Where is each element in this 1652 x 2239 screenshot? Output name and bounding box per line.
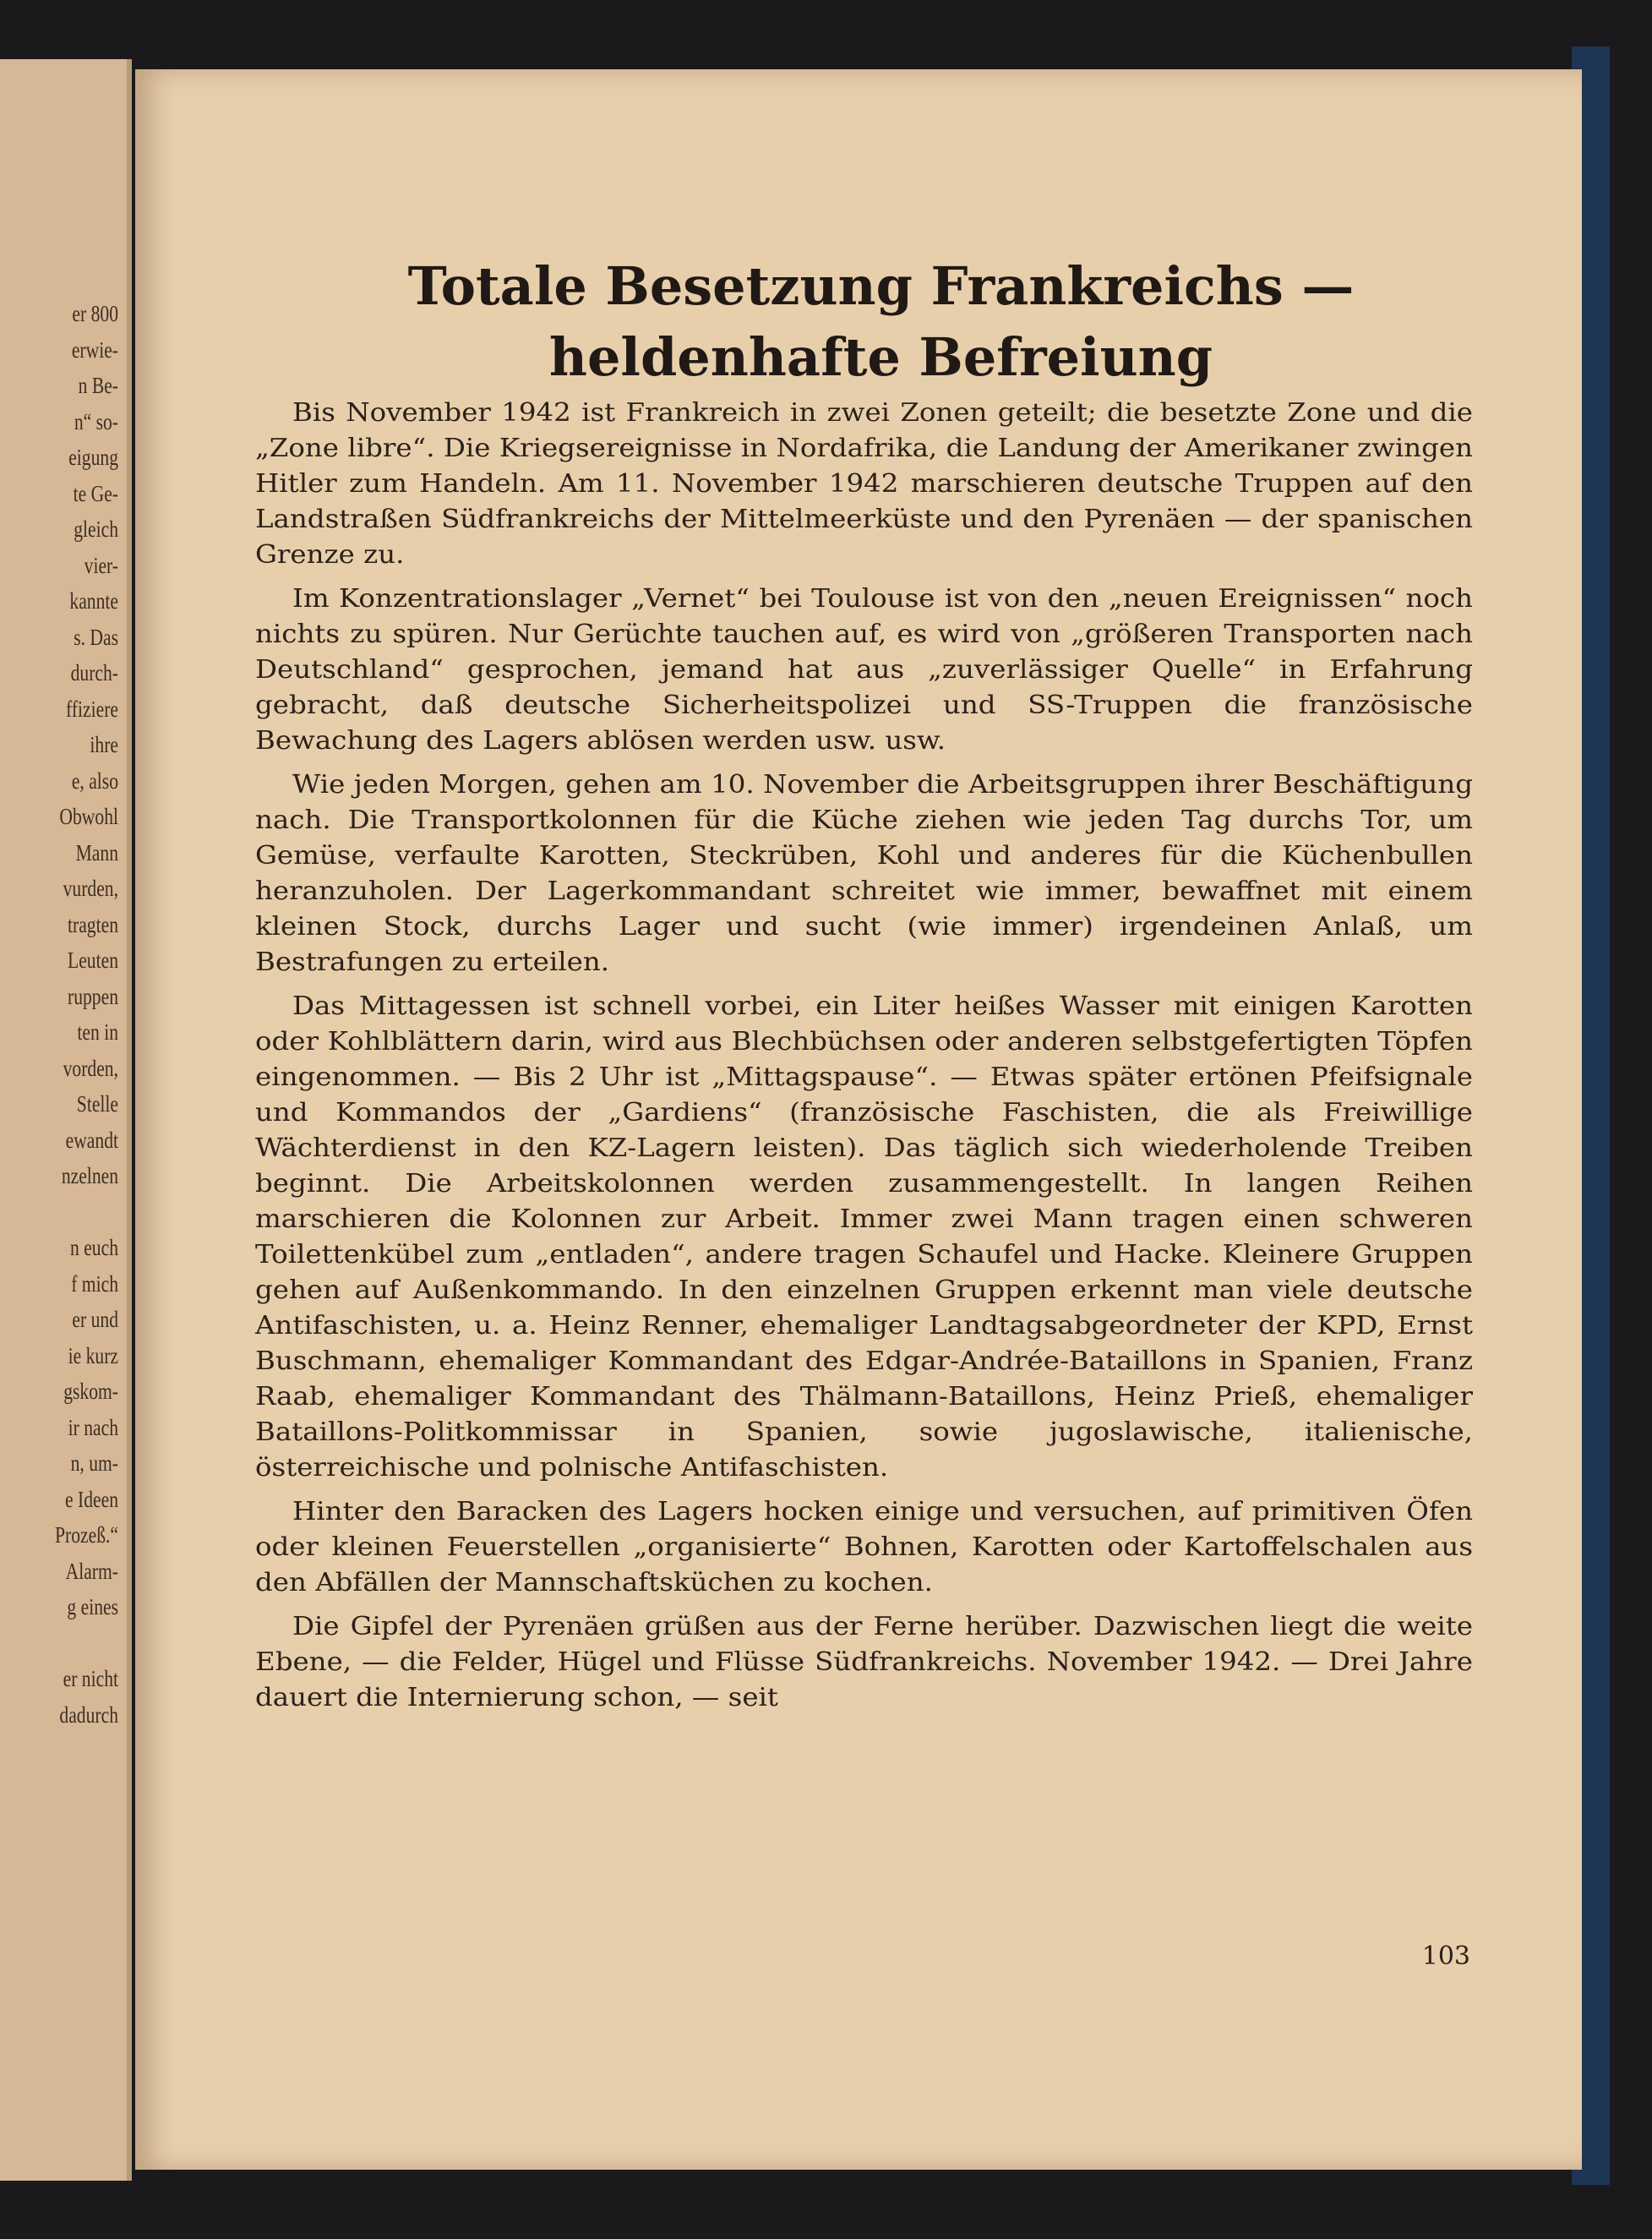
left-page-line: n euch <box>70 1235 118 1260</box>
left-page-line: gleich <box>74 516 118 542</box>
left-page-line: kannte <box>69 588 118 614</box>
left-page-line: Obwohl <box>59 804 118 829</box>
left-page-line: ihre <box>90 732 118 757</box>
paragraph: Die Gipfel der Pyrenäen grüßen aus der Ferne herüber. Dazwischen liegt die weite Ebene, — die Felder, Hügel und Flüsse Südfrankreichs. November 1942. — Drei Jahre dauert die Internierung schon, — seit <box>255 1612 1473 1712</box>
left-page-line: nzelnen <box>61 1163 118 1188</box>
left-page-line: Stelle <box>76 1091 118 1117</box>
left-page-line: vorden, <box>63 1055 118 1081</box>
left-page-line: vier- <box>84 552 118 578</box>
left-page <box>0 59 132 2181</box>
left-page-line: f mich <box>71 1270 118 1297</box>
left-page-line: n, um- <box>70 1450 118 1476</box>
left-page-line: n Be- <box>78 373 118 398</box>
left-page-line: ewandt <box>65 1127 118 1153</box>
left-page-line: n“ so- <box>74 408 118 434</box>
left-page-line <box>24 1625 118 1662</box>
left-page-line <box>24 1194 118 1231</box>
paragraph: Wie jeden Morgen, gehen am 10. November die Arbeitsgruppen ihrer Beschäftigung nach. Die Transportkolonnen für die Küche ziehen wie jeden Tag durchs Tor, um Gemüse, verfaulte Karotten, Steckrüben, Kohl und anderes für die Küchenbullen heranzuholen. Der Lagerkommandant schreitet wie immer, bewaffnet mit einem kleinen Stock, durchs Lager und sucht (wie immer) irgendeinen Anlaß, um Bestrafungen zu erteilen. <box>255 770 1473 976</box>
left-page-line: Mann <box>75 839 118 866</box>
left-page-line: dadurch <box>59 1701 118 1728</box>
left-page-line: er nicht <box>63 1666 118 1691</box>
left-page-line: tragten <box>68 911 118 937</box>
left-page-line: er und <box>72 1307 118 1332</box>
paragraph: Hinter den Baracken des Lagers hocken einige und versuchen, auf primitiven Öfen oder kleinen Feuerstellen „organisierte“ Bohnen, Karotten oder Kartoffelschalen aus den Abfällen der Mannschaftsküchen zu kochen. <box>255 1497 1473 1597</box>
left-page-line: te Ge- <box>73 480 118 506</box>
left-page-line: g eines <box>67 1594 118 1619</box>
page-number: 103 <box>1421 1941 1470 1971</box>
left-page-line: eigung <box>68 445 118 470</box>
left-page-line: gskom- <box>63 1379 118 1404</box>
left-page-line: ie kurz <box>68 1342 118 1368</box>
left-page-line: ffiziere <box>66 696 118 722</box>
paragraph: Das Mittagessen ist schnell vorbei, ein Liter heißes Wasser mit einigen Karotten oder Kohlblättern darin, wird aus Blechbüchsen oder anderen selbstgefertigten Töpfen eingenommen. — Bis 2 Uhr ist „Mittagspause“. — Etwas später ertönen Pfeifsignale und Kommandos der „Gardiens“ (französische Faschisten, die als Freiwillige Wächterdienst in den KZ-Lagern leisten). Das täglich sich wiederholende Treiben beginnt. Die Arbeitskolonnen werden zusammengestellt. In langen Reihen marschieren die Kolonnen zur Arbeit. Immer zwei Mann tragen einen schweren Toilettenkübel zum „entladen“, andere tragen Schaufel und Hacke. Kleinere Gruppen gehen auf Außenkommando. In den einzelnen Gruppen erkennt man viele deutsche Antifaschisten, u. a. Heinz Renner, ehemaliger Landtagsabgeordneter der KPD, Ernst Buschmann, ehemaliger Kommandant des Edgar-Andrée-Bataillons in Spanien, Franz Raab, ehemaliger Kommandant des Thälmann-Bataillons, Heinz Prieß, ehemaliger Bataillons-Politkommissar in Spanien, sowie jugoslawische, italienische, österreichische und polnische Antifaschisten. <box>255 991 1473 1482</box>
left-page-line: Prozeß.“ <box>55 1522 118 1548</box>
left-page-line: e, also <box>71 767 118 794</box>
right-page <box>135 69 1582 2170</box>
paragraph: Im Konzentrationslager „Vernet“ bei Toulouse ist von den „neuen Ereignissen“ noch nichts zu spüren. Nur Gerüchte tauchen auf, es wird von „größeren Transporten nach Deutschland“ gesprochen, jemand hat aus „zuverlässiger Quelle“ in Erfahrung gebracht, daß deutsche Sicherheitspolizei und SS-Truppen die französische Bewachung des Lagers ablösen werden usw. usw. <box>255 584 1473 755</box>
left-page-line: Alarm- <box>65 1558 118 1584</box>
paragraph: Bis November 1942 ist Frankreich in zwei Zonen geteilt; die besetzte Zone und die „Zone libre“. Die Kriegsereignisse in Nordafrika, die Landung der Amerikaner zwingen Hitler zum Handeln. Am 11. November 1942 marschieren deutsche Truppen auf den Landstraßen Südfrankreichs der Mittelmeerküste und den Pyrenäen — der spanischen Grenze zu. <box>255 398 1473 569</box>
left-page-line: er 800 <box>72 301 118 326</box>
left-page-line: Leuten <box>68 947 118 973</box>
left-page-line: ten in <box>77 1019 118 1045</box>
left-page-line: erwie- <box>71 336 118 363</box>
left-page-line: durch- <box>70 660 118 685</box>
left-page-line: s. Das <box>74 624 118 650</box>
left-page-line: ruppen <box>68 983 118 1009</box>
left-page-text <box>0 296 118 1733</box>
left-page-line: vurden, <box>63 876 118 901</box>
article-title: Totale Besetzung Frankreichs — heldenhafte Befreiung <box>407 255 1355 388</box>
left-page-line: ir nach <box>68 1414 118 1440</box>
left-page-line: e Ideen <box>65 1486 118 1512</box>
article-body <box>255 395 1473 1723</box>
